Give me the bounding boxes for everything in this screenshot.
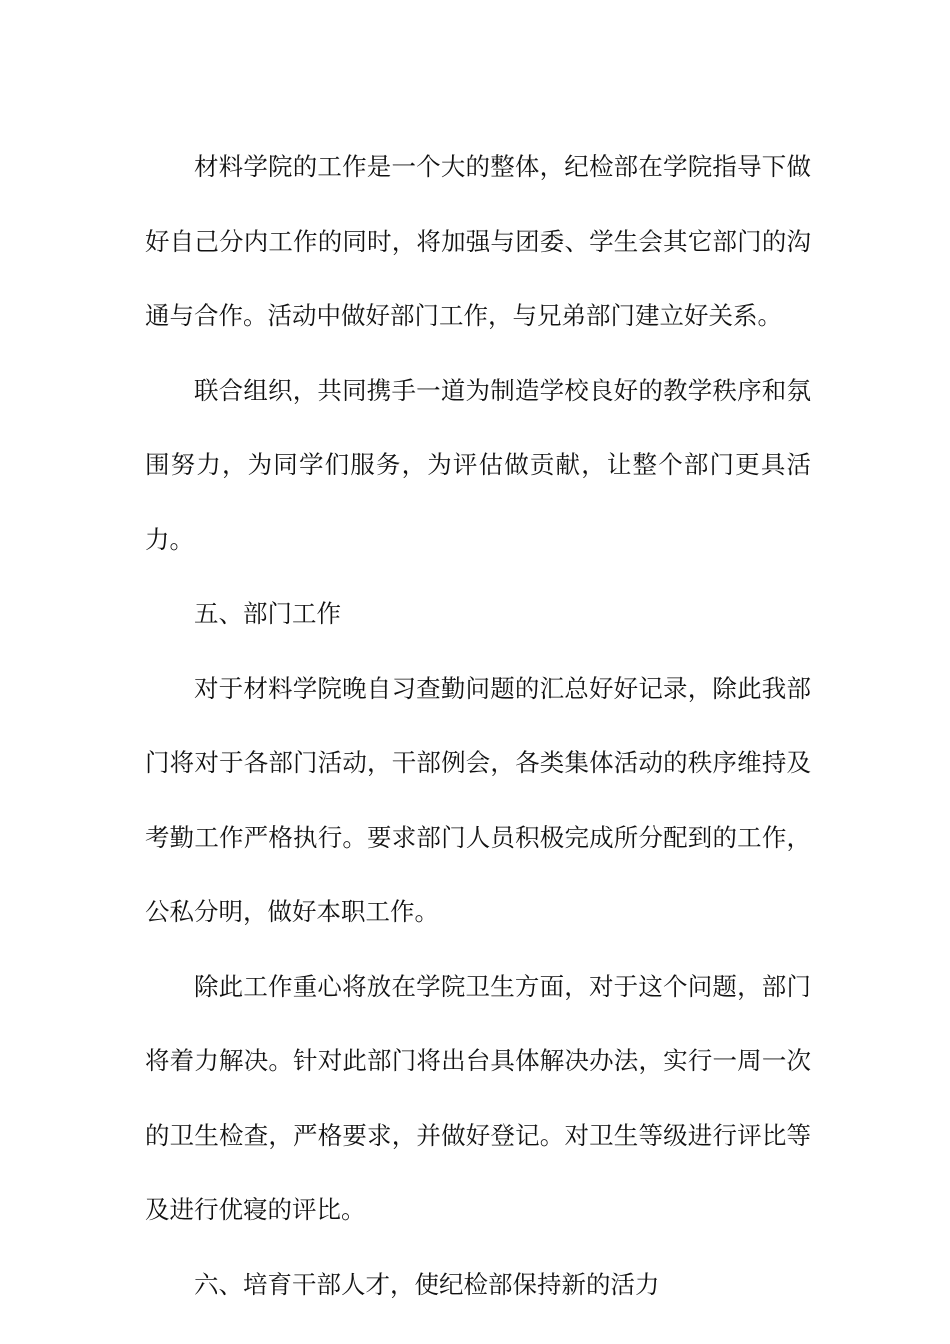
- paragraph-teamwork: 材料学院的工作是一个大的整体，纪检部在学院指导下做好自己分内工作的同时，将加强与团委、学生会其它部门的沟通与合作。活动中做好部门工作，与兄弟部门建立好关系。: [145, 152, 811, 330]
- paragraph-hygiene-inspection: 除此工作重心将放在学院卫生方面，对于这个问题，部门将着力解决。针对此部门将出台具体解决办法，实行一周一次的卫生检查，严格要求，并做好登记。对卫生等级进行评比等及进行优寝的评比。: [145, 971, 811, 1224]
- section-heading-cadre-training: 六、培育干部人才，使纪检部保持新的活力: [194, 1269, 660, 1299]
- paragraph-attendance-records: 对于材料学院晚自习查勤问题的汇总好好记录，除此我部门将对于各部门活动，干部例会，各类集体活动的秩序维持及考勤工作严格执行。要求部门人员积极完成所分配到的工作，公私分明，做好本职工作。: [145, 673, 811, 926]
- document-body: [145, 130, 811, 1322]
- section-heading-department-work: 五、部门工作: [194, 599, 341, 628]
- paragraph-joint-organization: 联合组织，共同携手一道为制造学校良好的教学秩序和氛围努力，为同学们服务，为评估做贡献，让整个部门更具活力。: [145, 375, 811, 554]
